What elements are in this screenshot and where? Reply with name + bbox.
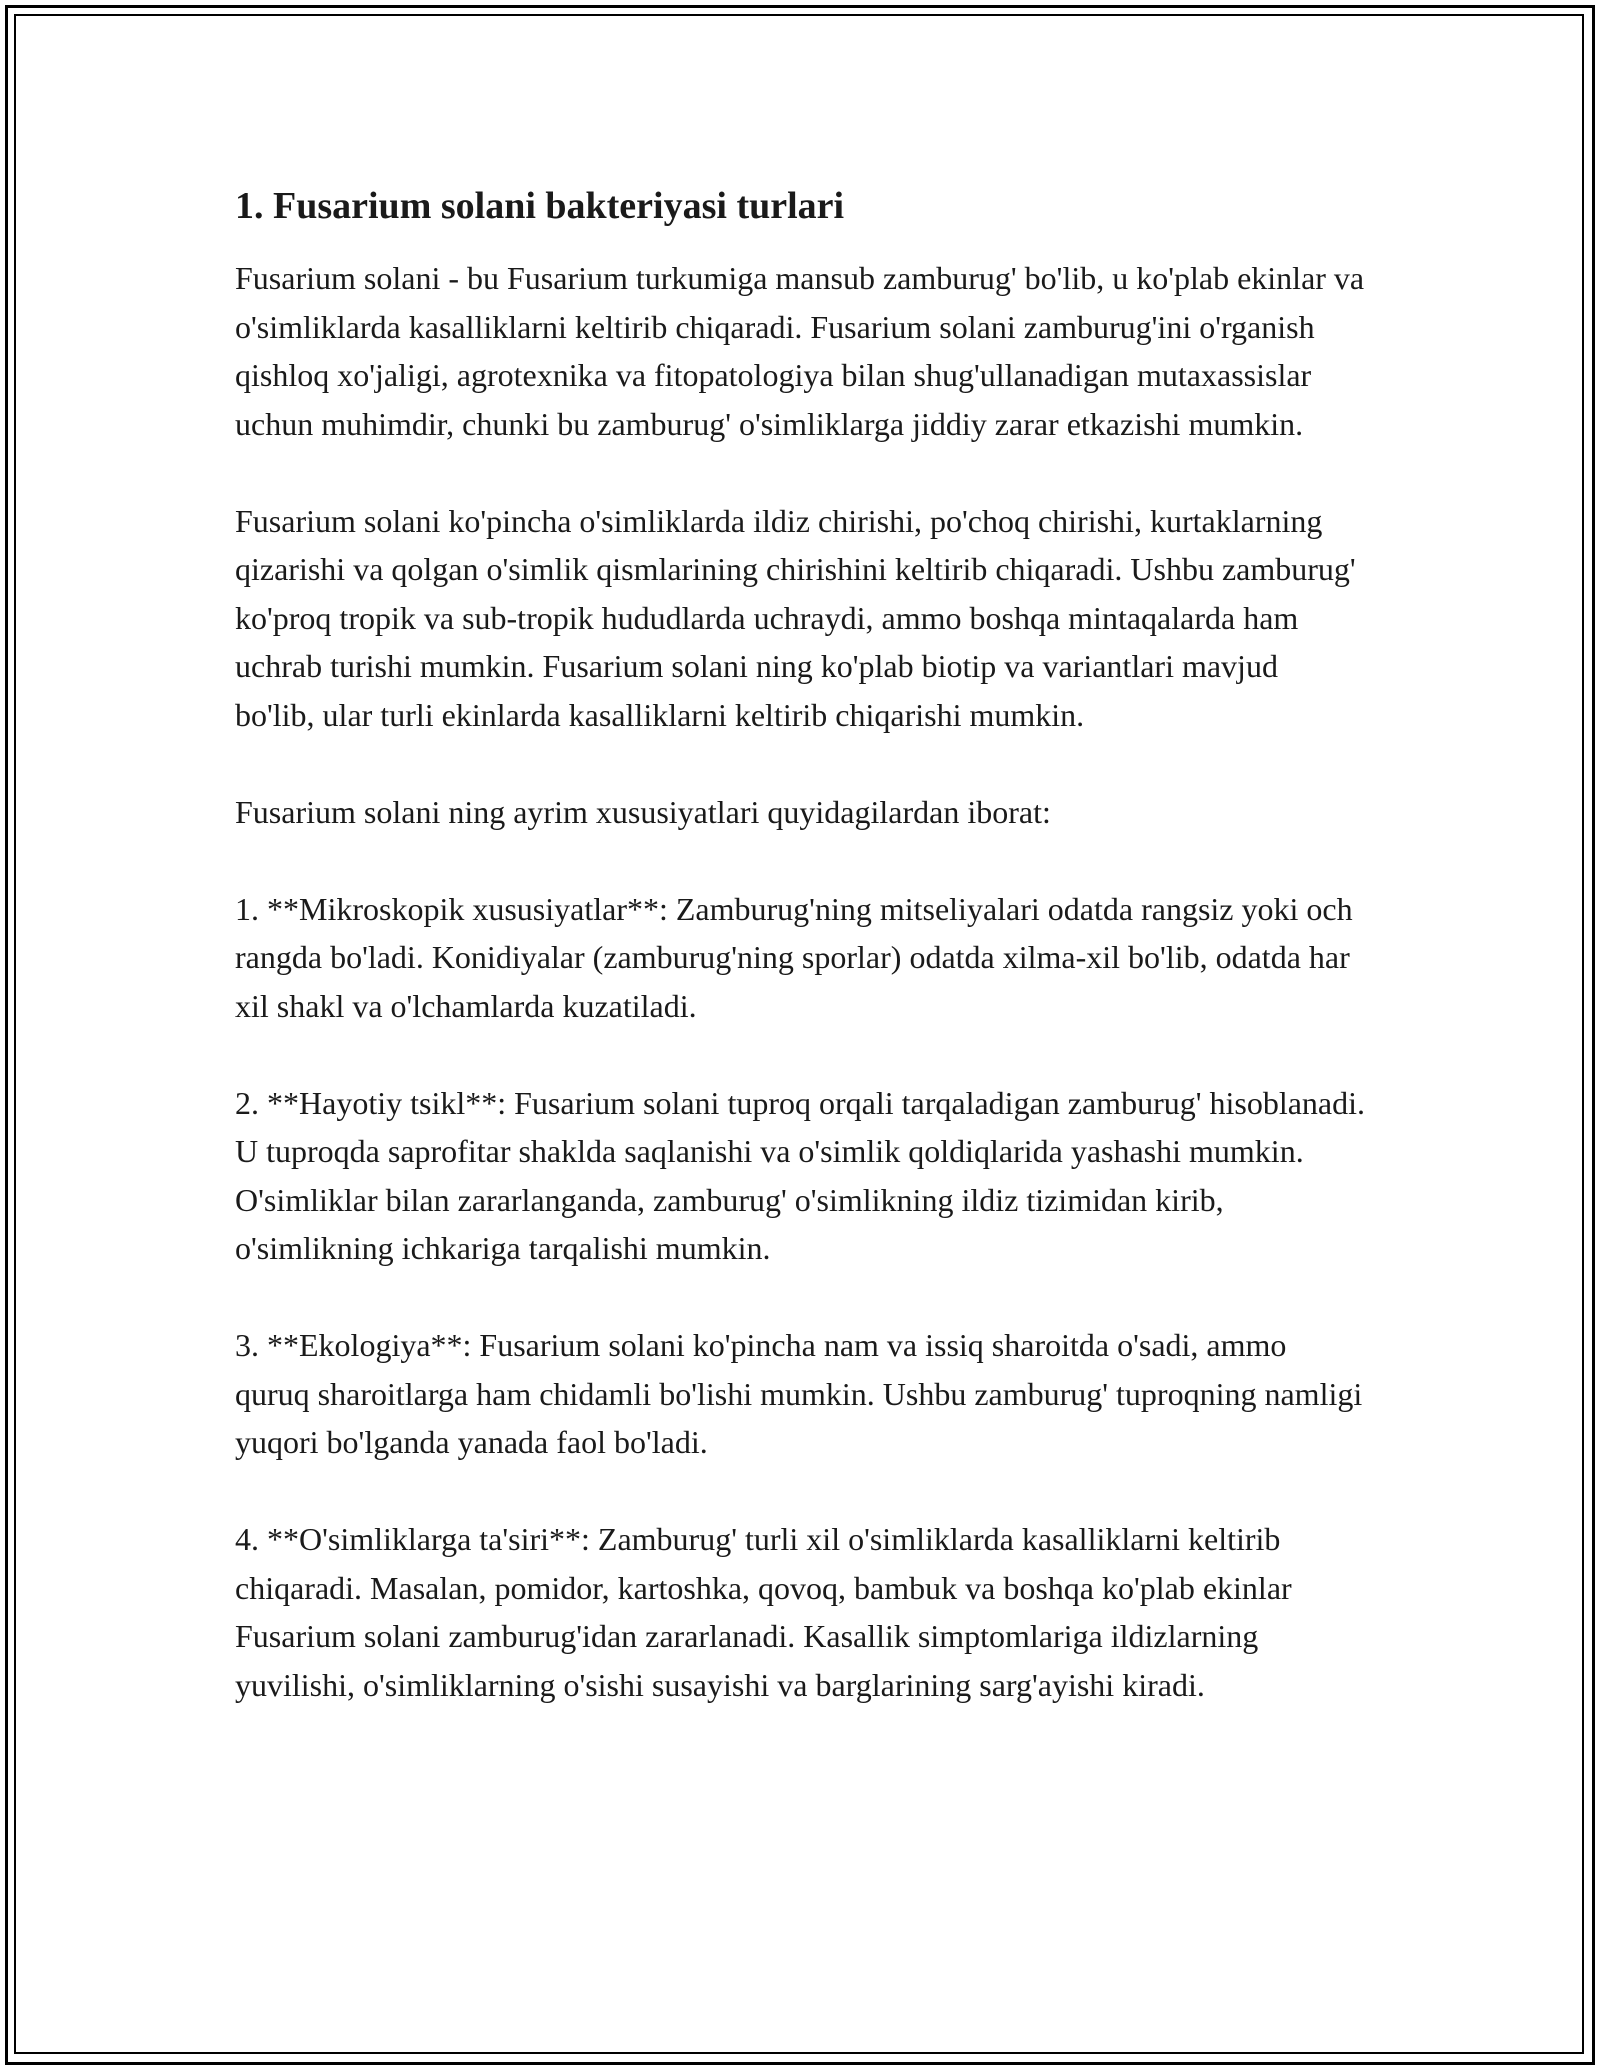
paragraph-intro: Fusarium solani - bu Fusarium turkumiga mansub zamburug' bo'lib, u ko'plab ekinlar va o'simliklarda kasalliklarni keltirib chiqaradi. Fusarium solani zamburug'ini o'rganish qishloq xo'jaligi, agrotexnika va fitopatologiya bilan shug'ullanadigan mutaxassislar uchun muhimdir, chunki bu zamburug' o'simliklarga jiddiy zarar etkazishi mumkin. [235,260,1365,442]
list-item-plant-impact: 4. **O'simliklarga ta'siri**: Zamburug' turli xil o'simliklarda kasalliklarni keltirib chiqaradi. Masalan, pomidor, kartoshka, qovoq, bambuk va boshqa ko'plab ekinlar Fusarium solani zamburug'idan zararlanadi. Kasallik simptomlariga ildizlarning yuvilishi, o'simliklarning o'sishi susayishi va barglarining sarg'ayishi kiradi. [235,1521,1292,1703]
list-item-microscopic: 1. **Mikroskopik xususiyatlar**: Zamburug'ning mitseliyalari odatda rangsiz yoki och rangda bo'ladi. Konidiyalar (zamburug'ning sporlar) odatda xilma-xil bo'lib, odatda har xil shakl va o'lchamlarda kuzatiladi. [235,890,1353,1024]
list-item-life-cycle: 2. **Hayotiy tsikl**: Fusarium solani tuproq orqali tarqaladigan zamburug' hisoblanadi. U tuproqda saprofitar shaklda saqlanishi va o'simlik qoldiqlarida yashashi mumkin. O'simliklar bilan zararlanganda, zamburug' o'simlikning ildiz tizimidan kirib, o'simlikning ichkariga tarqalishi mumkin. [235,1084,1366,1266]
document-title: 1. Fusarium solani bakteriyasi turlari [235,185,845,227]
paragraph-diseases: Fusarium solani ko'pincha o'simliklarda ildiz chirishi, po'choq chirishi, kurtaklarning qizarishi va qolgan o'simlik qismlarining chirishini keltirib chiqaradi. Ushbu zamburug' ko'proq tropik va sub-tropik hududlarda uchraydi, ammo boshqa mintaqalarda ham uchrab turishi mumkin. Fusarium solani ning ko'plab biotip va variantlari mavjud bo'lib, ular turli ekinlarda kasalliklarni keltirib chiqarishi mumkin. [235,502,1356,733]
paragraph-features-intro: Fusarium solani ning ayrim xususiyatlari quyidagilardan iborat: [235,793,1051,830]
document-body [235,182,1365,1709]
list-item-ecology: 3. **Ekologiya**: Fusarium solani ko'pincha nam va issiq sharoitda o'sadi, ammo quruq sharoitlarga ham chidamli bo'lishi mumkin. Ushbu zamburug' tuproqning namligi yuqori bo'lganda yanada faol bo'ladi. [235,1327,1363,1460]
